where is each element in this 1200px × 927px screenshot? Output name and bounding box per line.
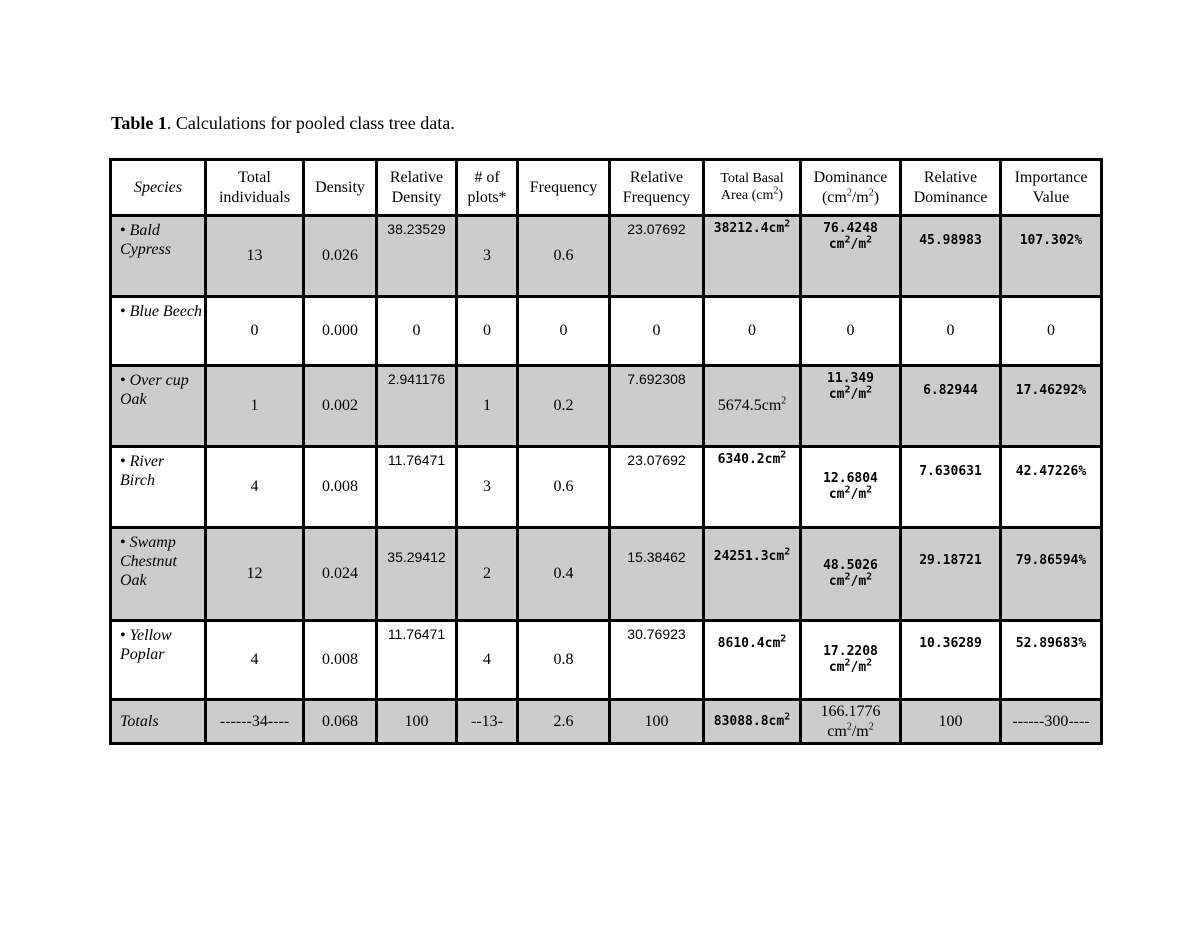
dominance-sup2: 2 (868, 187, 874, 199)
basal-area-end: ) (778, 187, 784, 203)
bullet-icon: • (120, 303, 126, 320)
unit-sup: 2 (866, 571, 873, 583)
dominance-cell (801, 216, 901, 297)
dominance-cell (801, 621, 901, 700)
header-importance-value: Importance Value (1001, 160, 1102, 216)
basal-cell (704, 621, 801, 700)
importance-cell: 17.46292% (1001, 366, 1102, 447)
totals-density-cell: 0.068 (304, 700, 377, 744)
bullet-icon: • (120, 453, 126, 470)
header-frequency: Frequency (518, 160, 610, 216)
density-cell: 0.024 (304, 528, 377, 621)
dominance-mid: /m (851, 188, 869, 206)
species-cell (111, 366, 206, 447)
species-name: Blue Beech (129, 303, 203, 320)
dominance-text: Dominance (cm (813, 169, 888, 206)
species-name: Swamp Chestnut Oak (120, 534, 177, 590)
dominance-value: 48.5026 cm (823, 558, 878, 589)
plots-cell: 1 (457, 366, 518, 447)
unit-sup: 2 (846, 721, 852, 733)
unit-sup: 2 (866, 234, 873, 246)
basal-cell: 0 (704, 297, 801, 366)
rel-dominance-cell: 6.82944 (901, 366, 1001, 447)
header-species: Species (111, 160, 206, 216)
plots-cell: 4 (457, 621, 518, 700)
rel-density-cell: 11.76471 (377, 447, 457, 528)
rel-frequency-cell: 15.38462 (610, 528, 704, 621)
basal-area-sup: 2 (773, 184, 779, 196)
frequency-cell: 0.4 (518, 528, 610, 621)
rel-density-cell: 11.76471 (377, 621, 457, 700)
caption-text: . Calculations for pooled class tree data. (166, 113, 455, 133)
rel-dominance-cell: 7.630631 (901, 447, 1001, 528)
bullet-icon: • (120, 627, 126, 644)
dominance-value: 11.349 cm (827, 371, 874, 402)
unit-sup: 2 (844, 384, 851, 396)
total-cell: 1 (206, 366, 304, 447)
total-cell: 0 (206, 297, 304, 366)
total-cell: 4 (206, 447, 304, 528)
table-row (111, 216, 1102, 297)
table-row (111, 447, 1102, 528)
unit-sup: 2 (781, 396, 787, 408)
bullet-icon: • (120, 222, 126, 239)
unit-sup: 2 (780, 633, 787, 645)
rel-dominance-cell: 45.98983 (901, 216, 1001, 297)
species-name: Over cup Oak (120, 372, 189, 409)
importance-cell: 52.89683% (1001, 621, 1102, 700)
totals-rel-dominance-cell: 100 (901, 700, 1001, 744)
basal-cell (704, 447, 801, 528)
table-row (111, 528, 1102, 621)
table-caption (111, 113, 455, 134)
table-row (111, 366, 1102, 447)
plots-cell: 3 (457, 447, 518, 528)
dominance-cell (801, 528, 901, 621)
rel-frequency-cell: 23.07692 (610, 216, 704, 297)
table-label: Table 1 (111, 113, 167, 133)
totals-dominance-cell (801, 700, 901, 744)
dominance-value: 166.1776 cm (820, 703, 881, 740)
unit-sup: 2 (844, 234, 851, 246)
totals-basal-cell (704, 700, 801, 744)
unit-sup: 2 (784, 711, 791, 723)
unit-sup: 2 (844, 484, 851, 496)
species-cell (111, 447, 206, 528)
header-relative-dominance: Relative Dominance (901, 160, 1001, 216)
header-total-individuals: Total individuals (206, 160, 304, 216)
header-relative-density: Relative Density (377, 160, 457, 216)
dominance-value: 17.2208 cm (823, 644, 878, 675)
totals-rel-frequency-cell: 100 (610, 700, 704, 744)
total-cell: 4 (206, 621, 304, 700)
basal-value: 6340.2cm (717, 452, 781, 467)
totals-plots-cell: --13- (457, 700, 518, 744)
unit-sup: 2 (866, 384, 873, 396)
basal-cell (704, 216, 801, 297)
importance-cell: 79.86594% (1001, 528, 1102, 621)
rel-frequency-cell: 30.76923 (610, 621, 704, 700)
density-cell: 0.026 (304, 216, 377, 297)
unit-sup: 2 (780, 449, 787, 461)
totals-row (111, 700, 1102, 744)
rel-density-cell: 2.941176 (377, 366, 457, 447)
species-name: Bald Cypress (120, 222, 171, 259)
frequency-cell: 0 (518, 297, 610, 366)
rel-dominance-cell: 29.18721 (901, 528, 1001, 621)
species-name: Yellow Poplar (120, 627, 172, 664)
header-relative-frequency: Relative Frequency (610, 160, 704, 216)
basal-value: 24251.3cm (713, 549, 785, 564)
density-cell: 0.008 (304, 447, 377, 528)
unit-sup: 2 (784, 218, 791, 230)
rel-density-cell: 0 (377, 297, 457, 366)
importance-cell: 42.47226% (1001, 447, 1102, 528)
unit-sup: 2 (866, 657, 873, 669)
total-cell: 13 (206, 216, 304, 297)
rel-density-cell: 35.29412 (377, 528, 457, 621)
header-row (111, 160, 1102, 216)
basal-area-text: Total Basal Area (cm (720, 170, 784, 203)
tree-data-table (109, 158, 1103, 745)
dominance-cell: 0 (801, 297, 901, 366)
bullet-icon: • (120, 534, 126, 551)
unit-per-m: /m (850, 487, 867, 502)
basal-cell (704, 366, 801, 447)
basal-cell (704, 528, 801, 621)
basal-value: 8610.4cm (717, 636, 781, 651)
bullet-icon: • (120, 372, 126, 389)
basal-value: 83088.8cm (713, 713, 785, 729)
table-row (111, 297, 1102, 366)
totals-label: Totals (111, 700, 206, 744)
rel-density-cell: 38.23529 (377, 216, 457, 297)
totals-total-cell: ------34---- (206, 700, 304, 744)
unit-per-m: /m (850, 386, 867, 402)
dominance-cell (801, 366, 901, 447)
totals-importance-cell: ------300---- (1001, 700, 1102, 744)
unit-per-m: /m (851, 722, 869, 740)
unit-sup: 2 (866, 484, 873, 496)
frequency-cell: 0.2 (518, 366, 610, 447)
table-row (111, 621, 1102, 700)
unit-sup: 2 (784, 546, 791, 558)
species-name: River Birch (120, 453, 165, 490)
dominance-cell (801, 447, 901, 528)
dominance-sup1: 2 (846, 187, 852, 199)
dominance-end: ) (873, 188, 880, 206)
density-cell: 0.008 (304, 621, 377, 700)
unit-sup: 2 (844, 657, 851, 669)
dominance-value: 76.4248 cm (823, 221, 878, 252)
header-plots: # of plots* (457, 160, 518, 216)
basal-value: 38212.4cm (713, 221, 785, 236)
unit-per-m: /m (850, 236, 867, 252)
density-cell: 0.002 (304, 366, 377, 447)
importance-cell: 0 (1001, 297, 1102, 366)
rel-dominance-cell: 10.36289 (901, 621, 1001, 700)
species-cell (111, 216, 206, 297)
rel-frequency-cell: 7.692308 (610, 366, 704, 447)
frequency-cell: 0.6 (518, 216, 610, 297)
plots-cell: 2 (457, 528, 518, 621)
unit-per-m: /m (850, 660, 867, 675)
total-cell: 12 (206, 528, 304, 621)
plots-cell: 0 (457, 297, 518, 366)
totals-rel-density-cell: 100 (377, 700, 457, 744)
plots-cell: 3 (457, 216, 518, 297)
rel-dominance-cell: 0 (901, 297, 1001, 366)
frequency-cell: 0.8 (518, 621, 610, 700)
dominance-value: 12.6804 cm (823, 471, 878, 502)
totals-frequency-cell: 2.6 (518, 700, 610, 744)
header-dominance (801, 160, 901, 216)
rel-frequency-cell: 0 (610, 297, 704, 366)
density-cell: 0.000 (304, 297, 377, 366)
species-cell (111, 528, 206, 621)
rel-frequency-cell: 23.07692 (610, 447, 704, 528)
header-basal-area (704, 160, 801, 216)
unit-sup: 2 (844, 571, 851, 583)
frequency-cell: 0.6 (518, 447, 610, 528)
basal-value: 5674.5cm (717, 397, 782, 415)
unit-sup: 2 (868, 721, 874, 733)
importance-cell: 107.302% (1001, 216, 1102, 297)
header-density: Density (304, 160, 377, 216)
species-cell (111, 621, 206, 700)
species-cell (111, 297, 206, 366)
unit-per-m: /m (850, 574, 867, 589)
